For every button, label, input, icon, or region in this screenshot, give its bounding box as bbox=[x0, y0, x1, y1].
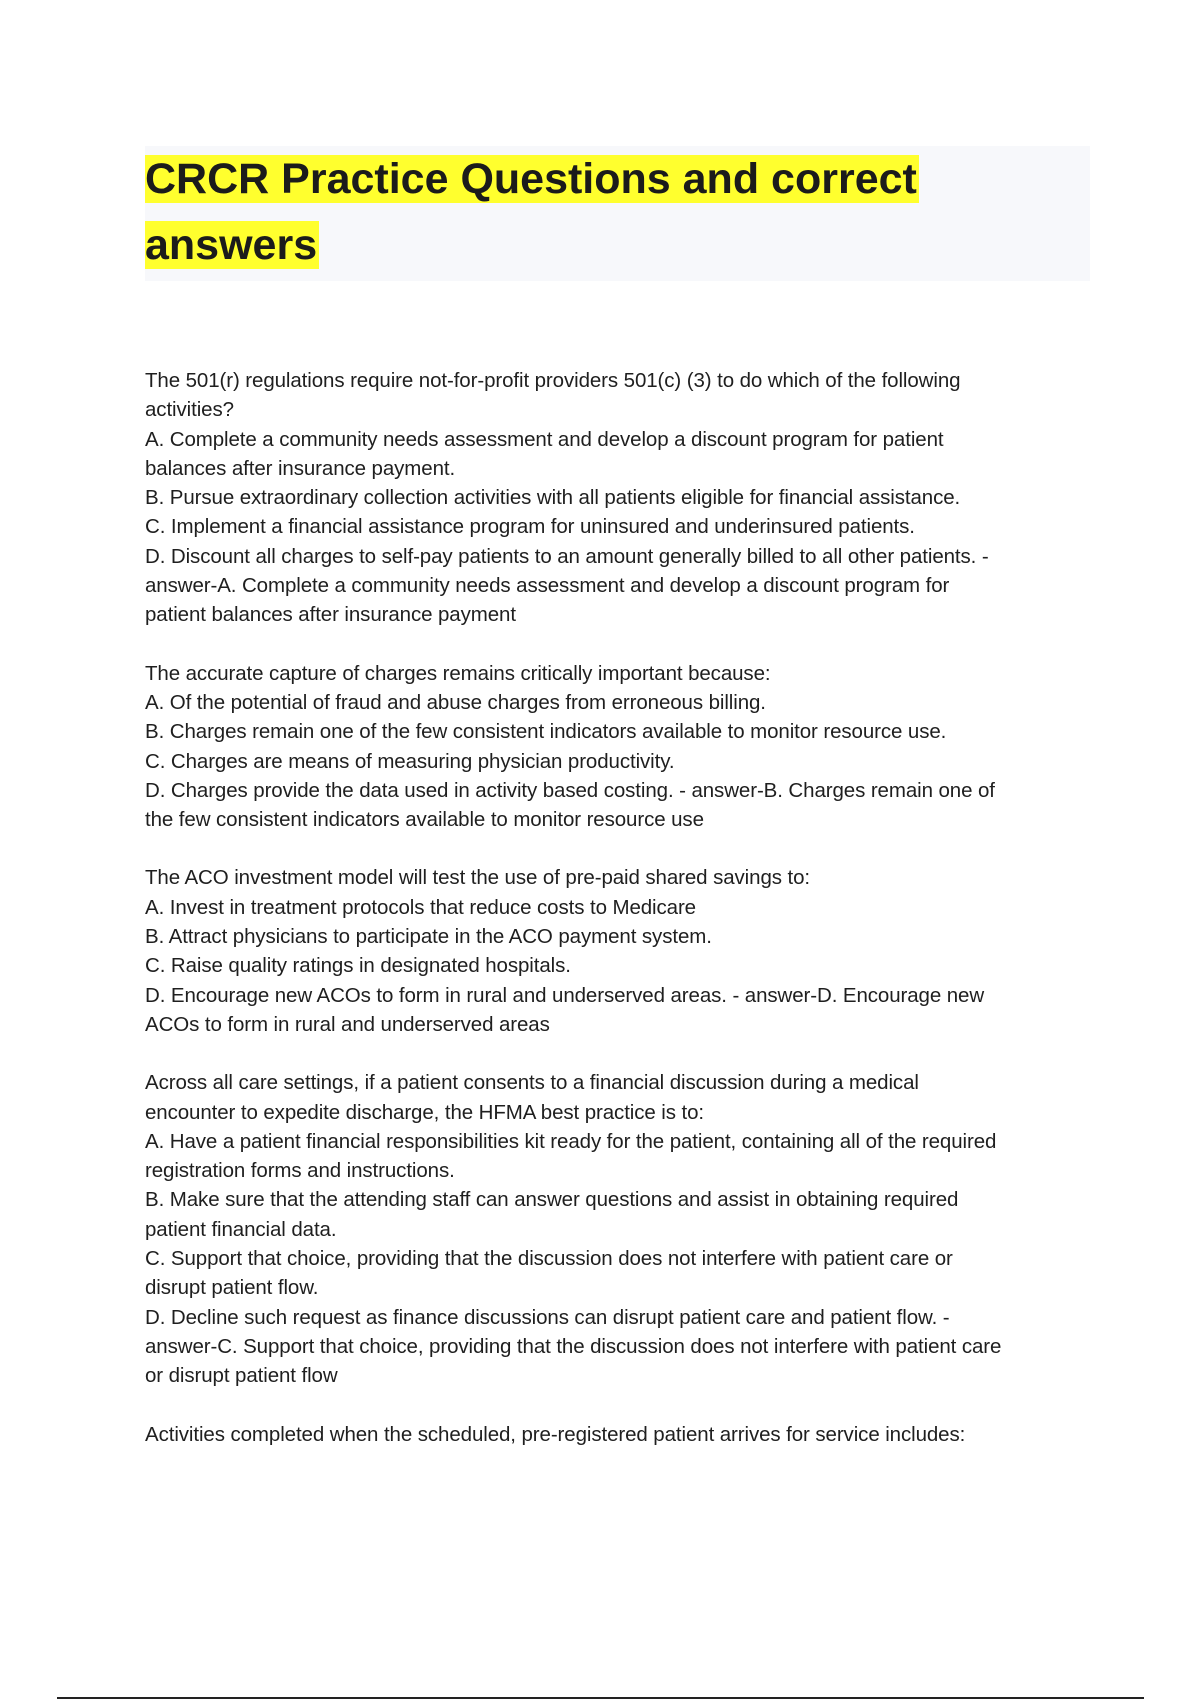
question-line: encounter to expedite discharge, the HFMA best practice is to: bbox=[145, 1100, 704, 1124]
question-block bbox=[145, 1068, 1090, 1390]
question-line: B. Pursue extraordinary collection activities with all patients eligible for financial assistance. bbox=[145, 486, 961, 510]
question-line: ACOs to form in rural and underserved areas bbox=[145, 1012, 550, 1036]
question-line: registration forms and instructions. bbox=[145, 1159, 455, 1183]
questions-content bbox=[145, 366, 1090, 1478]
footer-divider bbox=[57, 1697, 1144, 1699]
question-line: A. Have a patient financial responsibilities kit ready for the patient, containing all of the required bbox=[145, 1129, 997, 1153]
title-block bbox=[145, 146, 1090, 281]
question-line: D. Decline such request as finance discussions can disrupt patient care and patient flow. - bbox=[145, 1305, 950, 1329]
title-line-2: answers bbox=[145, 221, 318, 269]
question-block bbox=[145, 1420, 1090, 1449]
question-line: balances after insurance payment. bbox=[145, 456, 456, 480]
question-line: answer-C. Support that choice, providing that the discussion does not interfere with patient care bbox=[145, 1334, 1002, 1358]
question-line: A. Invest in treatment protocols that reduce costs to Medicare bbox=[145, 895, 696, 919]
question-block bbox=[145, 659, 1090, 835]
question-block bbox=[145, 863, 1090, 1039]
question-line: B. Attract physicians to participate in the ACO payment system. bbox=[145, 925, 712, 949]
question-line: The accurate capture of charges remains critically important because: bbox=[145, 661, 771, 685]
question-line: activities? bbox=[145, 398, 234, 422]
document-title bbox=[145, 146, 1090, 278]
question-line: answer-A. Complete a community needs assessment and develop a discount program for bbox=[145, 574, 950, 598]
question-line: A. Complete a community needs assessment and develop a discount program for patient bbox=[145, 427, 944, 451]
question-line: A. Of the potential of fraud and abuse charges from erroneous billing. bbox=[145, 690, 766, 714]
question-line: C. Support that choice, providing that the discussion does not interfere with patient care or bbox=[145, 1247, 953, 1271]
question-line: C. Charges are means of measuring physician productivity. bbox=[145, 749, 675, 773]
question-line: C. Implement a financial assistance program for uninsured and underinsured patients. bbox=[145, 515, 915, 539]
question-line: B. Charges remain one of the few consistent indicators available to monitor resource use. bbox=[145, 720, 947, 744]
question-block bbox=[145, 366, 1090, 630]
question-line: patient balances after insurance payment bbox=[145, 603, 516, 627]
question-line: Activities completed when the scheduled, pre-registered patient arrives for service includes: bbox=[145, 1422, 966, 1446]
question-line: C. Raise quality ratings in designated hospitals. bbox=[145, 954, 571, 978]
question-line: B. Make sure that the attending staff can answer questions and assist in obtaining required bbox=[145, 1188, 959, 1212]
question-line: Across all care settings, if a patient consents to a financial discussion during a medical bbox=[145, 1071, 919, 1095]
question-line: D. Discount all charges to self-pay patients to an amount generally billed to all other patients. - bbox=[145, 544, 989, 568]
title-line-1: CRCR Practice Questions and correct bbox=[145, 155, 917, 203]
question-line: the few consistent indicators available to monitor resource use bbox=[145, 808, 704, 832]
question-line: The 501(r) regulations require not-for-profit providers 501(c) (3) to do which of the following bbox=[145, 369, 961, 392]
question-line: The ACO investment model will test the use of pre-paid shared savings to: bbox=[145, 866, 810, 890]
question-line: D. Charges provide the data used in activity based costing. - answer-B. Charges remain one of bbox=[145, 778, 995, 802]
question-line: patient financial data. bbox=[145, 1217, 337, 1241]
question-line: or disrupt patient flow bbox=[145, 1364, 338, 1388]
question-line: disrupt patient flow. bbox=[145, 1276, 319, 1300]
question-line: D. Encourage new ACOs to form in rural and underserved areas. - answer-D. Encourage new bbox=[145, 983, 985, 1007]
